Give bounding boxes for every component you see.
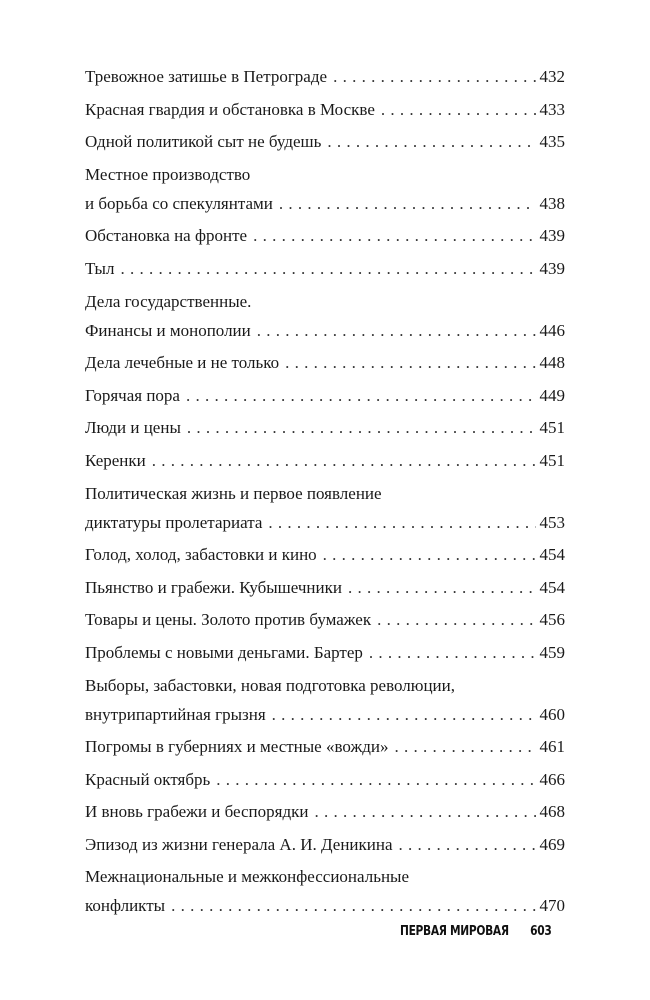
toc-entry-line: [85, 450, 565, 472]
dot-leader: [369, 642, 536, 664]
toc-entry-title: Финансы и монополии: [85, 320, 251, 340]
toc-entry: [85, 801, 565, 823]
toc-entry-line: [85, 704, 565, 726]
toc-entry-line: [85, 417, 565, 439]
toc-entry: [85, 258, 565, 280]
toc-entry-page: 451: [539, 418, 565, 438]
toc-entry-title-line: Выборы, забастовки, новая подготовка революции,: [85, 675, 456, 695]
table-of-contents: [85, 66, 565, 928]
dot-leader: [348, 577, 536, 599]
toc-entry-line: [85, 895, 565, 917]
toc-entry-page: 448: [539, 353, 565, 373]
toc-entry-title-line: Межнациональные и межконфессиональные: [85, 867, 410, 887]
toc-entry-title-line: Политическая жизнь и первое появление: [85, 483, 382, 503]
toc-entry-line: [85, 66, 565, 88]
toc-entry: [85, 834, 565, 856]
toc-entry-title: конфликты: [85, 896, 166, 916]
toc-entry-page: 435: [539, 132, 565, 152]
toc-entry-title: Проблемы с новыми деньгами. Бартер: [85, 642, 363, 662]
toc-entry-title-line: Дела государственные.: [85, 291, 252, 311]
dot-leader: [394, 736, 535, 758]
dot-leader: [187, 417, 536, 439]
toc-entry: [85, 483, 565, 534]
toc-entry-line: [85, 352, 565, 374]
dot-leader: [257, 320, 536, 342]
dot-leader: [268, 512, 535, 534]
toc-entry-line: [85, 258, 565, 280]
toc-entry: [85, 291, 565, 342]
toc-entry-title: Люди и цены: [85, 418, 181, 438]
dot-leader: [399, 834, 536, 856]
dot-leader: [152, 450, 536, 472]
toc-entry-page: 432: [539, 67, 565, 86]
dot-leader: [186, 385, 536, 407]
toc-entry: [85, 225, 565, 247]
toc-entry-page: 451: [539, 450, 565, 470]
toc-entry-title: Погромы в губерниях и местные «вожди»: [85, 737, 389, 757]
toc-entry-title: диктатуры пролетариата: [85, 512, 263, 532]
toc-entry-page: 461: [539, 737, 565, 757]
toc-entry-page: 433: [539, 99, 565, 119]
toc-entry-title: Голод, холод, забастовки и кино: [85, 545, 317, 565]
toc-entry-page: 449: [539, 385, 565, 405]
toc-entry: [85, 131, 565, 153]
toc-entry-line: [85, 512, 565, 534]
toc-entry-title: Тыл: [85, 258, 115, 278]
dot-leader: [285, 352, 535, 374]
toc-entry-line: [85, 544, 565, 566]
dot-leader: [333, 66, 535, 88]
toc-entry: [85, 736, 565, 758]
toc-entry-title: внутрипартийная грызня: [85, 704, 266, 724]
toc-entry-line: [85, 577, 565, 599]
dot-leader: [323, 544, 536, 566]
toc-entry-page: 460: [539, 704, 565, 724]
toc-entry: [85, 385, 565, 407]
toc-entry: [85, 352, 565, 374]
toc-entry-title: И вновь грабежи и беспорядки: [85, 802, 309, 822]
toc-entry-page: 466: [539, 769, 565, 789]
running-title: ПЕРВАЯ МИРОВАЯ: [400, 924, 509, 939]
toc-entry-title: и борьба со спекулянтами: [85, 193, 273, 213]
toc-entry-line: [85, 801, 565, 823]
dot-leader: [381, 99, 536, 121]
toc-entry-title: Керенки: [85, 450, 146, 470]
dot-leader: [314, 801, 535, 823]
toc-entry: [85, 417, 565, 439]
toc-entry-line: [85, 385, 565, 407]
toc-entry-title: Тревожное затишье в Петрограде: [85, 67, 328, 86]
toc-entry-title: Пьянство и грабежи. Кубышечники: [85, 577, 342, 597]
toc-entry-line: [85, 834, 565, 856]
dot-leader: [171, 895, 535, 917]
toc-entry-title-line: Местное производство: [85, 164, 251, 184]
toc-entry: [85, 769, 565, 791]
toc-entry: [85, 642, 565, 664]
page-footer: [400, 924, 552, 944]
toc-entry: [85, 450, 565, 472]
toc-entry-title: Красный октябрь: [85, 769, 211, 789]
toc-entry-line: [85, 193, 565, 215]
toc-entry-page: 454: [539, 545, 565, 565]
toc-entry-page: 439: [539, 226, 565, 246]
toc-entry-page: 439: [539, 258, 565, 278]
toc-entry-title: Одной политикой сыт не будешь: [85, 132, 322, 152]
page-number: 603: [530, 924, 552, 939]
toc-entry-line: [85, 320, 565, 342]
toc-entry-page: 453: [539, 512, 565, 532]
dot-leader: [253, 225, 535, 247]
toc-entry-page: 438: [539, 193, 565, 213]
dot-leader: [377, 609, 535, 631]
toc-entry-page: 469: [539, 834, 565, 854]
toc-entry: [85, 609, 565, 631]
toc-entry: [85, 577, 565, 599]
toc-entry-title: Эпизод из жизни генерала А. И. Деникина: [85, 834, 393, 854]
toc-entry-line: [85, 736, 565, 758]
toc-entry: [85, 66, 565, 88]
toc-entry-page: 454: [539, 577, 565, 597]
toc-entry-page: 459: [539, 642, 565, 662]
toc-entry-line: [85, 609, 565, 631]
dot-leader: [327, 131, 535, 153]
toc-entry-line: [85, 99, 565, 121]
toc-entry: [85, 866, 565, 917]
dot-leader: [272, 704, 536, 726]
toc-entry-line: [85, 225, 565, 247]
toc-entry-line: [85, 642, 565, 664]
dot-leader: [216, 769, 535, 791]
toc-entry-title: Обстановка на фронте: [85, 226, 248, 246]
toc-entry-page: 446: [539, 320, 565, 340]
toc-entry-page: 468: [539, 802, 565, 822]
toc-entry-title: Красная гвардия и обстановка в Москве: [85, 99, 375, 119]
toc-entry-line: [85, 131, 565, 153]
toc-entry: [85, 164, 565, 215]
toc-entry-page: 456: [539, 610, 565, 630]
toc-entry-line: [85, 769, 565, 791]
toc-entry: [85, 544, 565, 566]
dot-leader: [120, 258, 535, 280]
toc-entry: [85, 675, 565, 726]
dot-leader: [279, 193, 536, 215]
toc-entry: [85, 99, 565, 121]
toc-entry-title: Дела лечебные и не только: [85, 353, 280, 373]
toc-entry-page: 470: [539, 896, 565, 916]
toc-entry-title: Горячая пора: [85, 385, 180, 405]
toc-entry-title: Товары и цены. Золото против бумажек: [85, 610, 372, 630]
